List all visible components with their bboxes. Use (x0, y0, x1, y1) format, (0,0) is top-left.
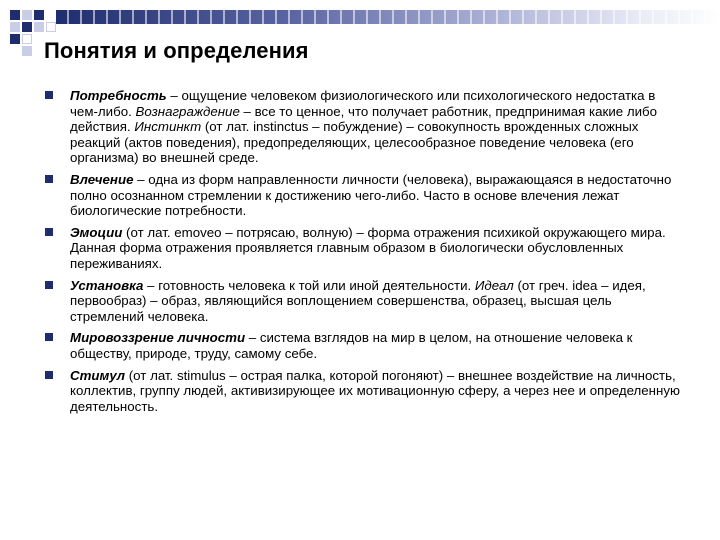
definition-text: – одна из форм направленности личности (человека), выражающаяся в недостаточно полно осознанном стремлении к достижению чего-либо. Часто в основе влечения лежат биологические потребности. (70, 171, 672, 219)
decor-square (22, 10, 32, 20)
list-item (44, 88, 684, 166)
definition-text: (от лат. stimulus – острая палка, которой погоняют) – внешнее воздействие на личность, коллектив, группу людей, активизирующее их мотивационную сферу, а через нее и определенную деятельность. (70, 367, 680, 414)
term: Влечение (70, 171, 134, 187)
decor-square (34, 22, 44, 32)
bullet-square-icon (45, 91, 53, 99)
term: Инстинкт (134, 119, 202, 135)
list-item (44, 330, 684, 361)
page-title: Понятия и определения (44, 38, 309, 63)
term: Мировоззрение личности (70, 330, 246, 346)
list-item (44, 225, 684, 272)
decor-square (22, 22, 32, 32)
term: Стимул (70, 367, 126, 383)
bullet-square-icon (45, 228, 53, 236)
decor-square (10, 22, 20, 32)
header-band-stripes (56, 10, 720, 24)
decor-square (22, 46, 32, 56)
definition-text: – все то ценное, что получает работник, предпринимая какие либо действия. (70, 103, 658, 135)
list-item (44, 368, 684, 415)
list-item (44, 278, 684, 325)
definition-text: – ощущение человеком физиологического или психологического недостатка в чем-либо. (70, 88, 656, 119)
definition-list (44, 88, 684, 420)
definition-text: (от лат. instinctus – побуждение) – совокупность врожденных сложных реакций (актов поведения), предопределяющих, целесообразное поведение человека (его организма) во внешней среде. (70, 119, 639, 166)
definition-text: (от греч. idea – идея, первообраз) – образ, являющийся воплощением совершенства, образец, высшая цель стремлений человека. (70, 277, 646, 324)
definition-text: – система взглядов на мир в целом, на отношение человека к обществу, природе, труду, самому себе. (70, 330, 633, 361)
decor-square (10, 10, 20, 20)
decor-square (46, 22, 56, 32)
decor-square (34, 10, 44, 20)
definition-text: (от лат. emoveo – потрясаю, волную) – форма отражения психикой окружающего мира. Данная форма отражения проявляется главным образом в биологически обусловленных переживаниях. (70, 224, 666, 271)
term: Вознаграждение (135, 103, 240, 119)
bullet-square-icon (45, 333, 53, 341)
term: Идеал (474, 277, 514, 293)
decor-square (10, 34, 20, 44)
definition-text: – готовность человека к той или иной деятельности. (143, 277, 475, 293)
term: Потребность (70, 88, 167, 103)
term: Эмоции (70, 224, 123, 240)
decor-square (22, 34, 32, 44)
bullet-square-icon (45, 175, 53, 183)
bullet-square-icon (45, 281, 53, 289)
list-item (44, 172, 684, 219)
term: Установка (70, 277, 144, 293)
bullet-square-icon (45, 371, 53, 379)
